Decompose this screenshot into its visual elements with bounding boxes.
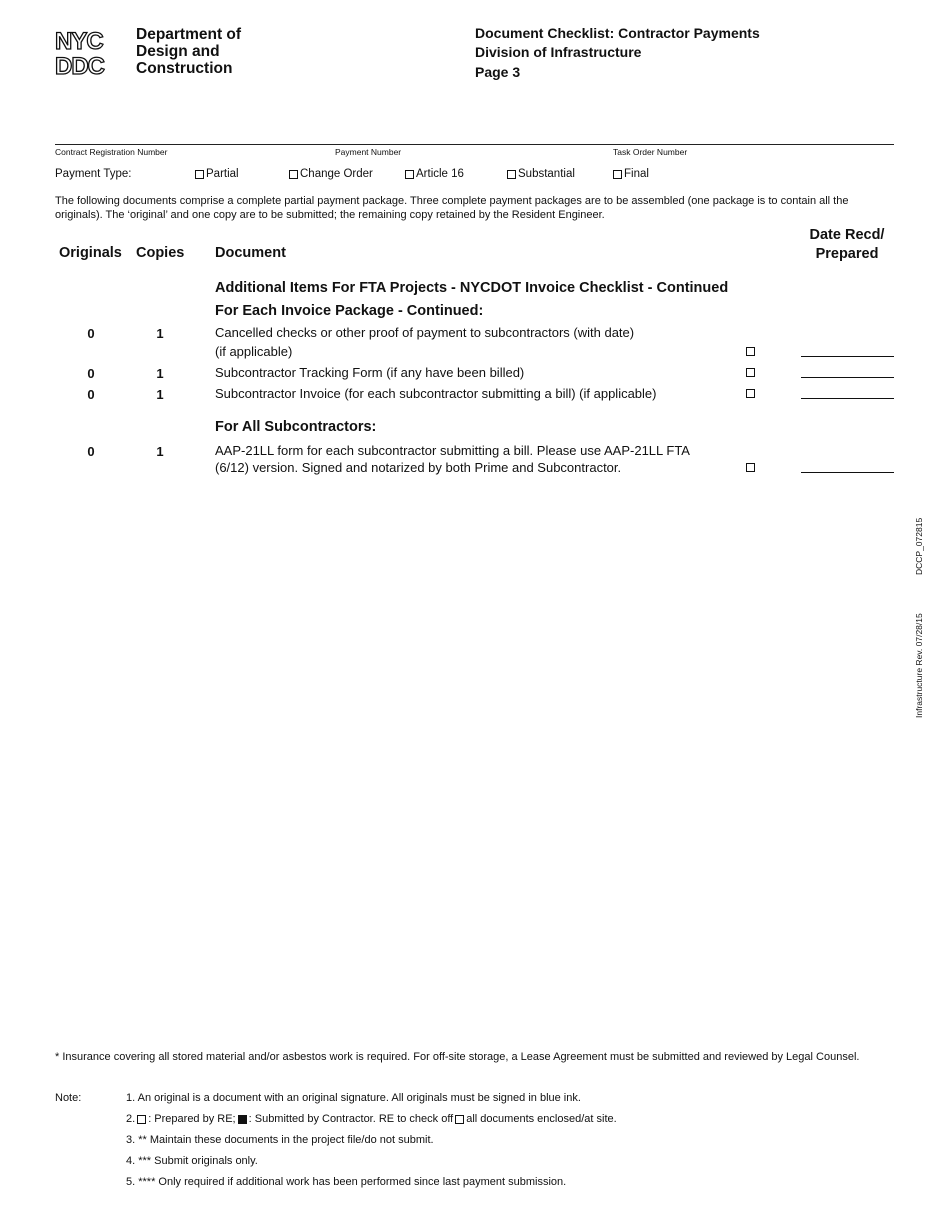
- subsection-title-subcontractors: For All Subcontractors:: [215, 419, 377, 435]
- row-2-copies: 1: [156, 366, 164, 381]
- section-title: Additional Items For FTA Projects - NYCDOT Invoice Checklist - Continued: [215, 280, 729, 296]
- copies-heading: Copies: [136, 245, 185, 261]
- division-name: Division of Infrastructure: [475, 44, 642, 60]
- row-4-date-line[interactable]: [801, 472, 894, 473]
- date-heading: [797, 226, 897, 264]
- row-1-checkbox[interactable]: [746, 347, 755, 356]
- substantial-checkbox[interactable]: [507, 170, 516, 179]
- originals-heading: Originals: [59, 245, 122, 261]
- payment-type-substantial[interactable]: [507, 168, 575, 180]
- row-1-copies: 1: [156, 326, 164, 341]
- row-1-document: [215, 324, 735, 360]
- payment-type-partial[interactable]: [195, 168, 239, 180]
- document-title: Document Checklist: Contractor Payments: [475, 25, 760, 41]
- org-name-line-2: Design and: [136, 43, 220, 60]
- logo-text-top: NYC: [55, 28, 103, 55]
- row-1-line-2: (if applicable): [215, 344, 293, 359]
- note-3: 3. ** Maintain these documents in the project file/do not submit.: [126, 1134, 434, 1146]
- note-1: 1. An original is a document with an original signature. All originals must be signed in blue ink.: [126, 1092, 581, 1104]
- intro-paragraph: The following documents comprise a complete partial payment package. Three complete payment packages are to be assembled (one package is to contain all the originals). The ‘original’ and one copy are to be submitted; the remaining copy retained by the Resident Engineer.: [55, 195, 849, 221]
- note-2-prepared: : Prepared by RE;: [148, 1113, 236, 1125]
- row-4-originals: 0: [87, 444, 95, 459]
- payment-type-final[interactable]: [613, 168, 649, 180]
- row-3-date-line[interactable]: [801, 398, 894, 399]
- side-revision: Infrastructure Rev. 07/28/15: [914, 613, 924, 718]
- note-2-empty-box-icon: [137, 1115, 146, 1124]
- article-16-label: Article 16: [416, 168, 464, 180]
- row-2-originals: 0: [87, 366, 95, 381]
- change-order-checkbox[interactable]: [289, 170, 298, 179]
- note-5: 5. **** Only required if additional work has been performed since last payment submission.: [126, 1176, 567, 1188]
- row-3-originals: 0: [87, 387, 95, 402]
- row-1-date-line[interactable]: [801, 356, 894, 357]
- side-form-code: DCCP_072815: [914, 517, 924, 575]
- row-3-copies: 1: [156, 387, 164, 402]
- row-4-copies: 1: [156, 444, 164, 459]
- substantial-label: Substantial: [518, 168, 575, 180]
- document-heading: Document: [215, 245, 286, 261]
- payment-type-label: Payment Type:: [55, 168, 132, 180]
- article-16-checkbox[interactable]: [405, 170, 414, 179]
- row-4-line-1: AAP-21LL form for each subcontractor submitting a bill. Please use AAP-21LL FTA: [215, 443, 690, 458]
- row-2-document: Subcontractor Tracking Form (if any have been billed): [215, 365, 525, 380]
- change-order-label: Change Order: [300, 168, 373, 180]
- note-2: [126, 1113, 617, 1125]
- row-3-document: Subcontractor Invoice (for each subcontractor submitting a bill) (if applicable): [215, 386, 657, 401]
- payment-type-change-order[interactable]: [289, 168, 373, 180]
- final-checkbox[interactable]: [613, 170, 622, 179]
- contract-registration-label: Contract Registration Number: [55, 147, 168, 157]
- row-1-line-1: Cancelled checks or other proof of payment to subcontractors (with date): [215, 325, 635, 340]
- row-4-checkbox[interactable]: [746, 463, 755, 472]
- note-2-filled-box-icon: [238, 1115, 247, 1124]
- note-2-checkoff-box-icon: [455, 1115, 464, 1124]
- row-1-originals: 0: [87, 326, 95, 341]
- row-2-checkbox[interactable]: [746, 368, 755, 377]
- logo-text-bottom: DDC: [55, 53, 104, 76]
- date-heading-line-2: Prepared: [815, 246, 879, 262]
- date-heading-line-1: Date Recd/: [809, 227, 885, 243]
- row-2-date-line[interactable]: [801, 377, 894, 378]
- nyc-ddc-logo: [55, 28, 127, 76]
- task-order-label: Task Order Number: [613, 147, 688, 157]
- final-label: Final: [624, 168, 649, 180]
- org-name-line-1: Department of: [136, 26, 242, 43]
- note-2-number: 2.: [126, 1113, 136, 1125]
- note-label: Note:: [55, 1092, 82, 1104]
- note-2-enclosed: all documents enclosed/at site.: [466, 1113, 617, 1125]
- row-4-line-2: (6/12) version. Signed and notarized by both Prime and Subcontractor.: [215, 460, 622, 475]
- subsection-title-invoice: For Each Invoice Package - Continued:: [215, 303, 484, 319]
- row-3-checkbox[interactable]: [746, 389, 755, 398]
- note-2-submitted: : Submitted by Contractor. RE to check off: [248, 1113, 454, 1125]
- payment-number-label: Payment Number: [335, 147, 402, 157]
- partial-checkbox[interactable]: [195, 170, 204, 179]
- page-number: Page 3: [475, 64, 521, 80]
- field-rule: [55, 144, 894, 145]
- note-4: 4. *** Submit originals only.: [126, 1155, 258, 1167]
- insurance-footnote: * Insurance covering all stored material and/or asbestos work is required. For off-site storage, a Lease Agreement must be submitted and reviewed by Legal Counsel.: [55, 1051, 860, 1063]
- payment-type-article-16[interactable]: [405, 168, 464, 180]
- row-4-document: [215, 442, 735, 476]
- org-name-line-3: Construction: [136, 60, 233, 77]
- partial-label: Partial: [206, 168, 239, 180]
